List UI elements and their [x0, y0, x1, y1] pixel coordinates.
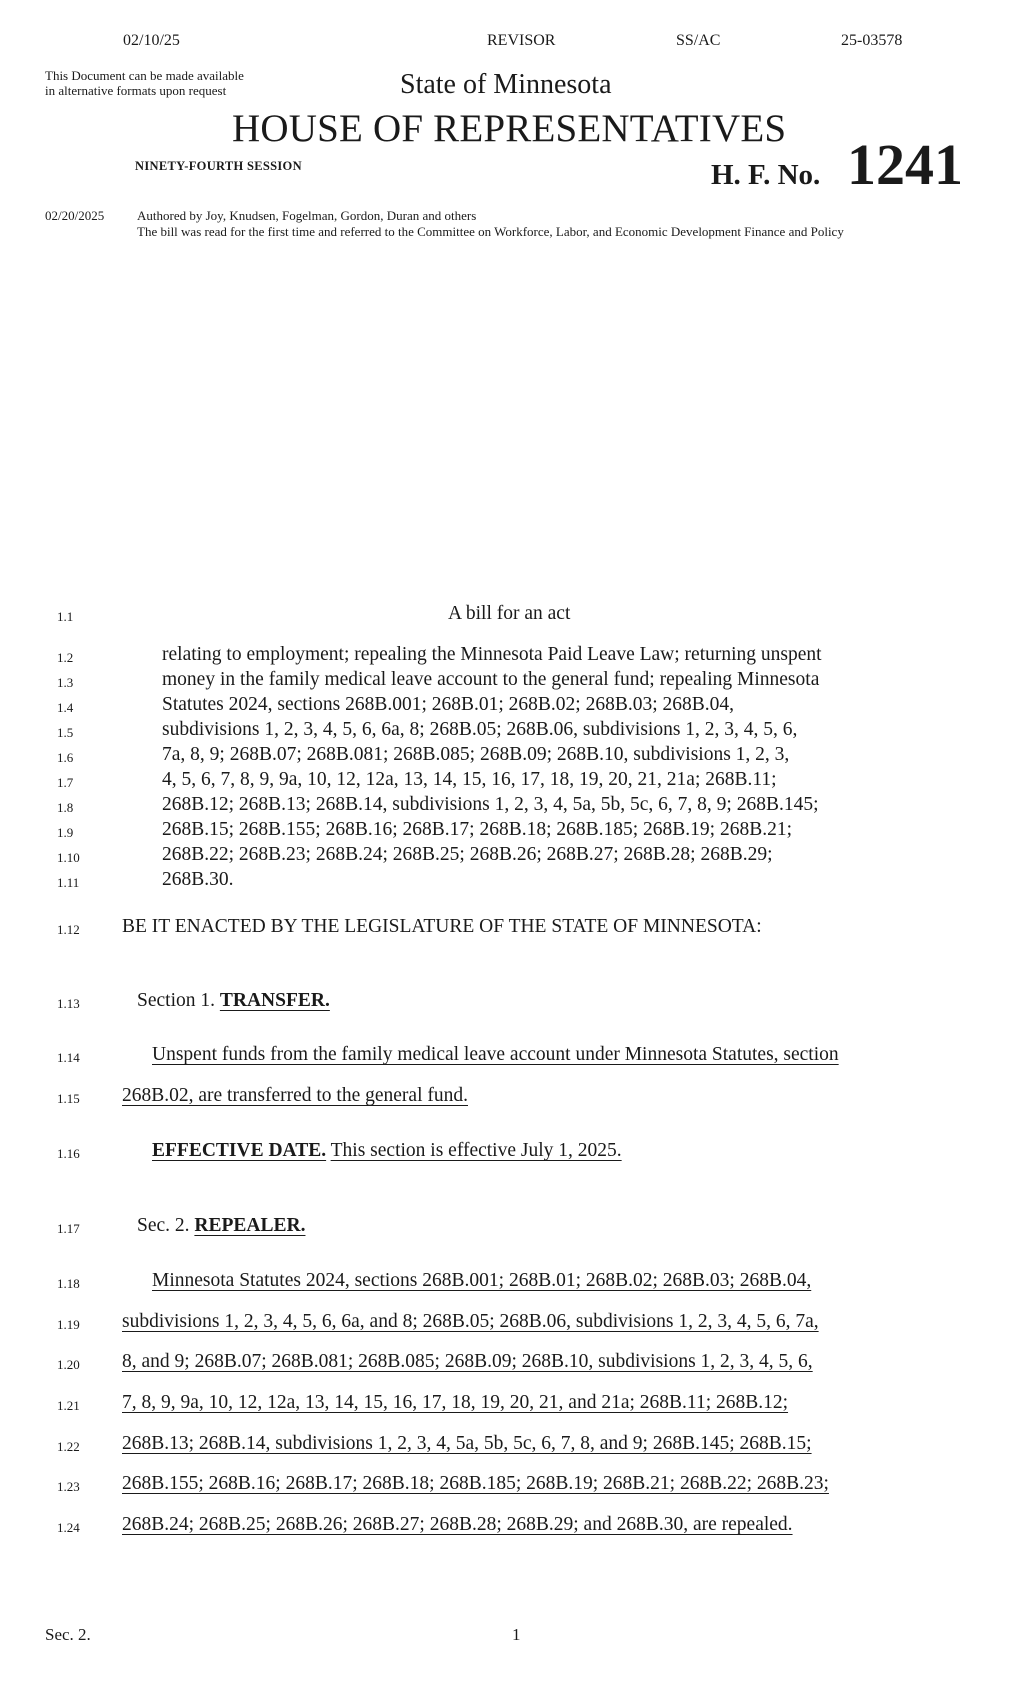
- line-number: 1.14: [57, 1050, 80, 1065]
- title-line: 268B.12; 268B.13; 268B.14, subdivisions 1, 2, 3, 4, 5a, 5b, 5c, 6, 7, 8, 9; 268B.145;: [162, 794, 819, 815]
- line-number: 1.5: [57, 725, 74, 740]
- title-line: 4, 5, 6, 7, 8, 9, 9a, 10, 12, 12a, 13, 14, 15, 16, 17, 18, 19, 20, 21, 21a; 268B.11;: [162, 769, 777, 790]
- hf-number: 1241: [847, 132, 963, 197]
- enacting-clause: BE IT ENACTED BY THE LEGISLATURE OF THE STATE OF MINNESOTA:: [122, 916, 762, 937]
- authored-date: 02/20/2025: [45, 208, 105, 223]
- chamber-title: HOUSE OF REPRESENTATIVES: [232, 107, 787, 150]
- state-title: State of Minnesota: [400, 69, 612, 100]
- section-2-body-line: 7, 8, 9, 9a, 10, 12, 12a, 13, 14, 15, 16, 17, 18, 19, 20, 21, and 21a; 268B.11; 268B.12;: [122, 1392, 789, 1413]
- line-number: 1.17: [57, 1221, 80, 1236]
- line-number: 1.6: [57, 750, 74, 765]
- section-1-heading: [137, 990, 330, 1012]
- line-number: 1.7: [57, 775, 74, 790]
- header-revisor: REVISOR: [487, 32, 556, 49]
- section-1-title: TRANSFER.: [219, 990, 330, 1011]
- footer-section: Sec. 2.: [45, 1625, 91, 1644]
- section-2-body-line: 268B.13; 268B.14, subdivisions 1, 2, 3, 4, 5a, 5b, 5c, 6, 7, 8, and 9; 268B.145; 268B.15;: [122, 1433, 812, 1454]
- section-1-body-line: 268B.02, are transferred to the general fund.: [122, 1085, 468, 1106]
- line-number: 1.21: [57, 1398, 80, 1413]
- section-2-body-line: 268B.155; 268B.16; 268B.17; 268B.18; 268B.185; 268B.19; 268B.21; 268B.22; 268B.23;: [122, 1473, 829, 1494]
- line-number: 1.3: [57, 675, 74, 690]
- section-2-body-line: subdivisions 1, 2, 3, 4, 5, 6, 6a, and 8; 268B.05; 268B.06, subdivisions 1, 2, 3, 4, 5, 6, 7a,: [122, 1311, 819, 1332]
- title-line: 268B.30.: [162, 869, 234, 890]
- authorship-block: [137, 208, 844, 240]
- section-2-heading: [137, 1215, 305, 1237]
- section-2-body-line: 268B.24; 268B.25; 268B.26; 268B.27; 268B.28; 268B.29; and 268B.30, are repealed.: [122, 1514, 793, 1535]
- line-number: 1.8: [57, 800, 74, 815]
- title-line: relating to employment; repealing the Minnesota Paid Leave Law; returning unspent: [162, 644, 822, 665]
- title-line: Statutes 2024, sections 268B.001; 268B.01; 268B.02; 268B.03; 268B.04,: [162, 694, 735, 715]
- line-number: 1.23: [57, 1479, 80, 1494]
- effective-date-line: [152, 1140, 622, 1162]
- line-number: 1.13: [57, 996, 80, 1011]
- alt-format-line2: in alternative formats upon request: [45, 83, 227, 98]
- title-line: 268B.22; 268B.23; 268B.24; 268B.25; 268B.26; 268B.27; 268B.28; 268B.29;: [162, 844, 773, 865]
- line-number: 1.12: [57, 922, 80, 937]
- line-number: 1.19: [57, 1317, 80, 1332]
- line-number: 1.2: [57, 650, 74, 665]
- line-number: 1.9: [57, 825, 74, 840]
- title-line: 268B.15; 268B.155; 268B.16; 268B.17; 268B.18; 268B.185; 268B.19; 268B.21;: [162, 819, 793, 840]
- header-date: 02/10/25: [123, 32, 180, 49]
- line-number: 1.4: [57, 700, 74, 715]
- section-1-body-line: Unspent funds from the family medical leave account under Minnesota Statutes, section: [152, 1044, 839, 1065]
- section-2-title: REPEALER.: [194, 1215, 306, 1236]
- header-initials: SS/AC: [676, 32, 721, 49]
- line-number: 1.16: [57, 1146, 80, 1161]
- section-2-label: Sec. 2.: [137, 1215, 190, 1236]
- line-number: 1.24: [57, 1520, 80, 1535]
- session-label: NINETY-FOURTH SESSION: [135, 159, 302, 173]
- line-number: 1.20: [57, 1357, 80, 1372]
- line-number: 1.11: [57, 875, 80, 890]
- line-number: 1.10: [57, 850, 80, 865]
- page-number: 1: [512, 1625, 521, 1644]
- section-2-body-line: Minnesota Statutes 2024, sections 268B.001; 268B.01; 268B.02; 268B.03; 268B.04,: [152, 1270, 812, 1291]
- section-2-body-line: 8, and 9; 268B.07; 268B.081; 268B.085; 268B.09; 268B.10, subdivisions 1, 2, 3, 4, 5, 6,: [122, 1351, 813, 1372]
- bill-for-an-act: A bill for an act: [448, 603, 571, 624]
- line-number: 1.1: [57, 609, 74, 624]
- authors-line: Authored by Joy, Knudsen, Fogelman, Gordon, Duran and others: [137, 208, 477, 223]
- title-line: 7a, 8, 9; 268B.07; 268B.081; 268B.085; 268B.09; 268B.10, subdivisions 1, 2, 3,: [162, 744, 790, 765]
- line-number: 1.22: [57, 1439, 80, 1454]
- referral-line: The bill was read for the first time and referred to the Committee on Workforce, Labor, and Economic Development Finance and Policy: [137, 224, 844, 239]
- section-1-label: Section 1.: [137, 990, 215, 1011]
- line-number: 1.18: [57, 1276, 80, 1291]
- hf-label: H. F. No.: [711, 159, 821, 191]
- title-line: subdivisions 1, 2, 3, 4, 5, 6, 6a, 8; 268B.05; 268B.06, subdivisions 1, 2, 3, 4, 5, 6,: [162, 719, 798, 740]
- alt-format-notice: [45, 68, 305, 98]
- line-number: 1.15: [57, 1091, 80, 1106]
- title-line: money in the family medical leave account to the general fund; repealing Minnesota: [162, 669, 820, 690]
- effective-date-text: This section is effective July 1, 2025.: [330, 1140, 622, 1161]
- effective-date-label: EFFECTIVE DATE.: [152, 1140, 327, 1161]
- header-doc-number: 25-03578: [841, 32, 903, 49]
- alt-format-line1: This Document can be made available: [45, 68, 244, 83]
